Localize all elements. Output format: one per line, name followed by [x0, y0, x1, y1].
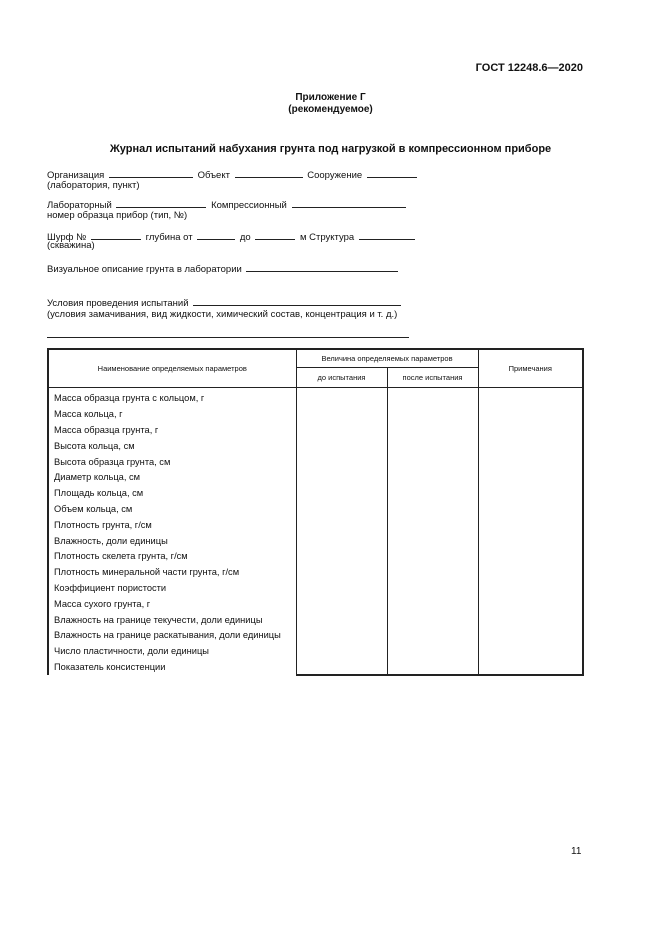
notes-cell[interactable] [478, 659, 583, 675]
table-row [48, 564, 583, 580]
conditions-extra-line[interactable] [47, 337, 409, 338]
form-row-conditions [47, 296, 403, 310]
after-value-cell[interactable] [387, 659, 478, 675]
depth-to-blank[interactable] [255, 230, 295, 240]
compression-label: Компрессионный [211, 200, 287, 211]
depth-from-blank[interactable] [197, 230, 235, 240]
before-value-cell[interactable] [296, 596, 387, 612]
after-value-cell[interactable] [387, 469, 478, 485]
depth-to-label: до [239, 232, 251, 243]
pit-label: Шурф № [47, 232, 87, 243]
table-row [48, 387, 583, 406]
table-row [48, 643, 583, 659]
parameter-name: Плотность грунта, г/см [48, 517, 296, 533]
before-value-cell[interactable] [296, 564, 387, 580]
after-value-cell[interactable] [387, 438, 478, 454]
col-header-before: до испытания [296, 367, 387, 387]
table-row [48, 548, 583, 564]
table-row [48, 501, 583, 517]
sample-device-note: номер образца прибор (тип, №) [47, 210, 188, 221]
lab-number-blank[interactable] [116, 198, 206, 208]
table-body [48, 387, 583, 675]
table-row [48, 406, 583, 422]
before-value-cell[interactable] [296, 501, 387, 517]
parameter-name: Влажность, доли единицы [48, 533, 296, 549]
after-value-cell[interactable] [387, 596, 478, 612]
table-row [48, 596, 583, 612]
parameter-name: Масса образца грунта с кольцом, г [48, 387, 296, 406]
form-row-visual [47, 262, 400, 276]
after-value-cell[interactable] [387, 422, 478, 438]
notes-cell[interactable] [478, 438, 583, 454]
col-header-notes: Примечания [478, 349, 583, 387]
notes-cell[interactable] [478, 627, 583, 643]
before-value-cell[interactable] [296, 485, 387, 501]
after-value-cell[interactable] [387, 580, 478, 596]
visual-label: Визуальное описание грунта в лаборатории [47, 264, 242, 275]
depth-from-label: глубина от [145, 232, 193, 243]
before-value-cell[interactable] [296, 659, 387, 675]
conditions-blank[interactable] [193, 296, 401, 306]
notes-cell[interactable] [478, 454, 583, 470]
parameter-name: Влажность на границе раскатывания, доли единицы [48, 627, 296, 643]
parameter-name: Число пластичности, доли единицы [48, 643, 296, 659]
parameter-name: Площадь кольца, см [48, 485, 296, 501]
parameter-name: Высота кольца, см [48, 438, 296, 454]
object-label: Объект [197, 170, 230, 181]
object-blank[interactable] [235, 168, 303, 178]
parameter-name: Масса кольца, г [48, 406, 296, 422]
table-row [48, 627, 583, 643]
notes-cell[interactable] [478, 643, 583, 659]
journal-title: Журнал испытаний набухания грунта под нагрузкой в компрессионном приборе [109, 143, 552, 155]
before-value-cell[interactable] [296, 627, 387, 643]
before-value-cell[interactable] [296, 548, 387, 564]
col-header-name: Наименование определяемых параметров [48, 349, 296, 387]
lab-point-note: (лаборатория, пункт) [47, 180, 140, 191]
notes-cell[interactable] [478, 469, 583, 485]
before-value-cell[interactable] [296, 580, 387, 596]
structure-blank[interactable] [367, 168, 417, 178]
table-row [48, 659, 583, 675]
after-value-cell[interactable] [387, 627, 478, 643]
page-number: 11 [571, 846, 582, 857]
parameters-table [47, 348, 584, 676]
standard-code: ГОСТ 12248.6—2020 [475, 62, 583, 74]
table-row [48, 454, 583, 470]
notes-cell[interactable] [478, 422, 583, 438]
structure2-label: Структура [309, 232, 355, 243]
lab-number-label: Лабораторный [47, 200, 112, 211]
parameter-name: Диаметр кольца, см [48, 469, 296, 485]
pit-blank[interactable] [91, 230, 141, 240]
after-value-cell[interactable] [387, 485, 478, 501]
parameter-name: Плотность минеральной части грунта, г/см [48, 564, 296, 580]
organization-label: Организация [47, 170, 105, 181]
before-value-cell[interactable] [296, 454, 387, 470]
conditions-note: (условия замачивания, вид жидкости, химический состав, концентрация и т. д.) [47, 309, 398, 320]
before-value-cell[interactable] [296, 612, 387, 628]
notes-cell[interactable] [478, 501, 583, 517]
notes-cell[interactable] [478, 548, 583, 564]
form-row-pit [47, 230, 417, 244]
parameter-name: Показатель консистенции [48, 659, 296, 675]
parameter-name: Коэффициент пористости [48, 580, 296, 596]
notes-cell[interactable] [478, 564, 583, 580]
parameter-name: Масса сухого грунта, г [48, 596, 296, 612]
before-value-cell[interactable] [296, 469, 387, 485]
notes-cell[interactable] [478, 406, 583, 422]
notes-cell[interactable] [478, 596, 583, 612]
before-value-cell[interactable] [296, 643, 387, 659]
table-row [48, 612, 583, 628]
table-row [48, 485, 583, 501]
meter-unit: м [299, 232, 307, 243]
structure2-blank[interactable] [359, 230, 415, 240]
before-value-cell[interactable] [296, 406, 387, 422]
structure-label: Сооружение [307, 170, 363, 181]
after-value-cell[interactable] [387, 533, 478, 549]
parameter-name: Масса образца грунта, г [48, 422, 296, 438]
after-value-cell[interactable] [387, 564, 478, 580]
after-value-cell[interactable] [387, 643, 478, 659]
borehole-note: (скважина) [47, 240, 95, 251]
appendix-title: Приложение Г [295, 92, 366, 103]
parameter-name: Влажность на границе текучести, доли единицы [48, 612, 296, 628]
table-row [48, 438, 583, 454]
table-row [48, 469, 583, 485]
notes-cell[interactable] [478, 517, 583, 533]
table-row [48, 517, 583, 533]
before-value-cell[interactable] [296, 517, 387, 533]
after-value-cell[interactable] [387, 612, 478, 628]
visual-blank[interactable] [246, 262, 398, 272]
parameter-name: Объем кольца, см [48, 501, 296, 517]
after-value-cell[interactable] [387, 454, 478, 470]
notes-cell[interactable] [478, 580, 583, 596]
after-value-cell[interactable] [387, 406, 478, 422]
table-row [48, 533, 583, 549]
notes-cell[interactable] [478, 533, 583, 549]
notes-cell[interactable] [478, 485, 583, 501]
after-value-cell[interactable] [387, 501, 478, 517]
conditions-label: Условия проведения испытаний [47, 298, 189, 309]
appendix-subtitle: (рекомендуемое) [288, 104, 373, 115]
table-row [48, 580, 583, 596]
after-value-cell[interactable] [387, 387, 478, 406]
notes-cell[interactable] [478, 387, 583, 406]
before-value-cell[interactable] [296, 533, 387, 549]
parameter-name: Высота образца грунта, см [48, 454, 296, 470]
before-value-cell[interactable] [296, 422, 387, 438]
col-header-after: после испытания [387, 367, 478, 387]
after-value-cell[interactable] [387, 548, 478, 564]
compression-blank[interactable] [292, 198, 406, 208]
col-header-value: Величина определяемых параметров [296, 349, 478, 367]
after-value-cell[interactable] [387, 517, 478, 533]
table-row [48, 422, 583, 438]
before-value-cell[interactable] [296, 438, 387, 454]
before-value-cell[interactable] [296, 387, 387, 406]
parameter-name: Плотность скелета грунта, г/см [48, 548, 296, 564]
notes-cell[interactable] [478, 612, 583, 628]
organization-blank[interactable] [109, 168, 193, 178]
